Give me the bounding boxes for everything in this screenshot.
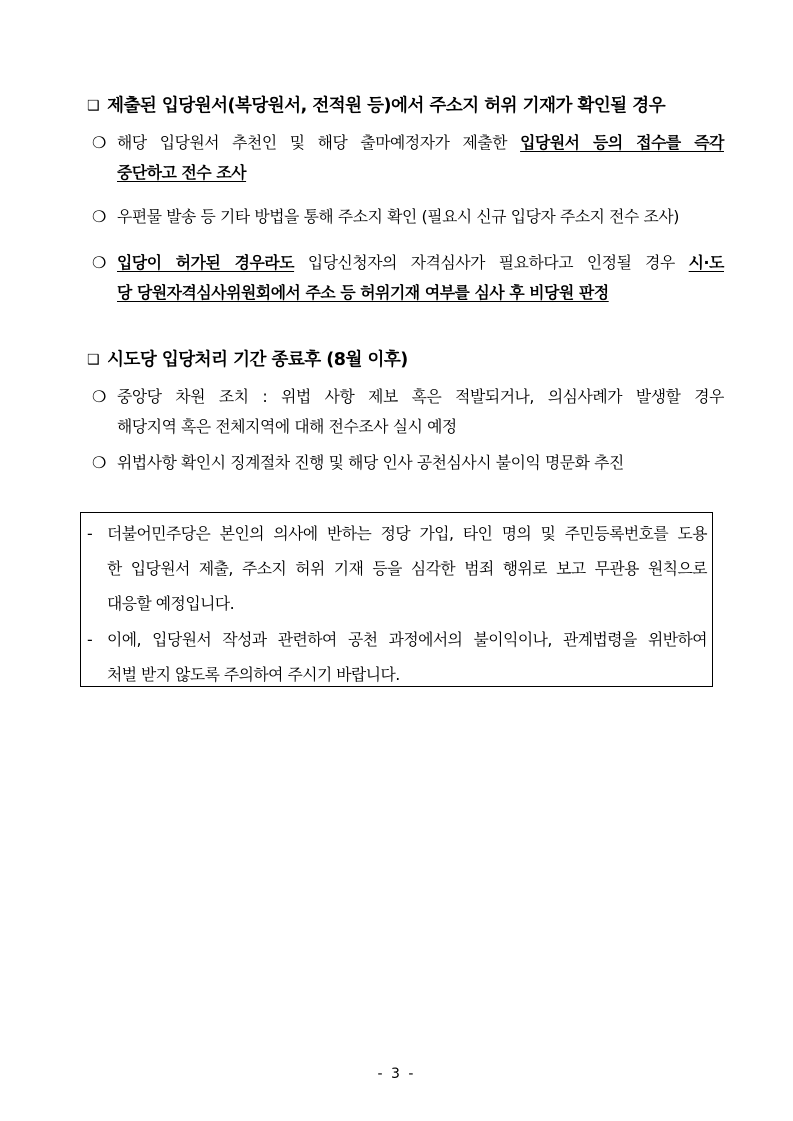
plain-text: 입당신청자의 자격심사가 필요하다고 인정될 경우 <box>294 253 689 272</box>
section1-item-3 <box>92 248 724 308</box>
circle-bullet-icon: ❍ <box>92 207 106 226</box>
notice-box <box>80 512 713 687</box>
emphasis-text: 입당이 허가된 경우라도 <box>117 253 295 272</box>
circle-bullet-icon: ❍ <box>92 133 106 152</box>
notice-paragraph-2 <box>87 622 707 692</box>
emphasis-text: 시·도 <box>688 253 724 272</box>
section2-item-2-text: 위법사항 확인시 징계절차 진행 및 해당 인사 공천심사시 불이익 명문화 추진 <box>117 453 624 472</box>
section1-item-1-line-1 <box>117 128 724 158</box>
notice-paragraph-1-line-3: 대응할 예정입니다. <box>107 594 235 613</box>
section1-item-1 <box>92 128 724 188</box>
section2-item-2 <box>92 448 724 478</box>
section-heading-1-text: 제출된 입당원서(복당원서, 전적원 등)에서 주소지 허위 기재가 확인될 경우 <box>107 96 666 116</box>
dash-bullet: - <box>87 524 93 543</box>
section2-item-1 <box>92 382 724 442</box>
section-heading-2-text: 시도당 입당처리 기간 종료후 (8월 이후) <box>107 350 408 370</box>
circle-bullet-icon: ❍ <box>92 387 106 406</box>
emphasis-text: 입당원서 등의 접수를 즉각 <box>520 133 724 152</box>
section1-item-3-line-1 <box>117 248 724 278</box>
plain-text: 해당 입당원서 추천인 및 해당 출마예정자가 제출한 <box>117 133 521 152</box>
section2-item-1-line-2: 해당지역 혹은 전체지역에 대해 전수조사 실시 예정 <box>117 417 457 436</box>
notice-paragraph-2-line-1: 이에, 입당원서 작성과 관련하여 공천 과정에서의 불이익이나, 관계법령을 위반하여 <box>107 630 707 649</box>
notice-paragraph-1-line-2: 한 입당원서 제출, 주소지 허위 기재 등을 심각한 범죄 행위로 보고 무관용 원칙으로 <box>107 559 707 578</box>
circle-bullet-icon: ❍ <box>92 453 106 472</box>
page-number: - 3 - <box>377 1066 416 1082</box>
emphasis-text: 중단하고 전수 조사 <box>117 163 247 182</box>
section-heading-2 <box>87 346 727 371</box>
emphasis-text: 당 당원자격심사위원회에서 주소 등 허위기재 여부를 심사 후 비당원 판정 <box>117 283 609 302</box>
section1-item-3-line-2 <box>117 278 724 308</box>
checkbox-bullet-icon: ❑ <box>87 98 100 114</box>
checkbox-bullet-icon: ❑ <box>87 352 100 368</box>
section1-item-1-line-2 <box>117 158 724 188</box>
notice-paragraph-1-line-1: 더불어민주당은 본인의 의사에 반하는 정당 가입, 타인 명의 및 주민등록번호를 도용 <box>107 524 707 543</box>
section1-item-2-text: 우편물 발송 등 기타 방법을 통해 주소지 확인 (필요시 신규 입당자 주소지 전수 조사) <box>117 207 679 226</box>
section-heading-1 <box>87 92 727 117</box>
notice-paragraph-2-line-2: 처벌 받지 않도록 주의하여 주시기 바랍니다. <box>107 665 400 684</box>
dash-bullet: - <box>87 630 93 649</box>
section1-item-2 <box>92 202 724 232</box>
notice-paragraph-1 <box>87 516 707 621</box>
circle-bullet-icon: ❍ <box>92 253 106 272</box>
section2-item-1-line-1: 중앙당 차원 조치 : 위법 사항 제보 혹은 적발되거나, 의심사례가 발생할 경우 <box>117 387 724 406</box>
